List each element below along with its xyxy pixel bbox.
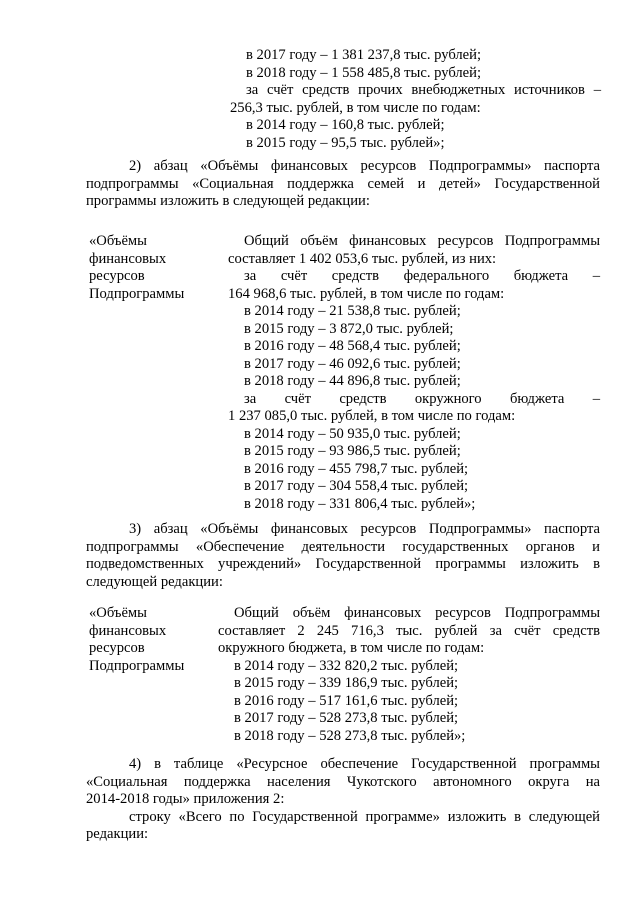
text-line: Общий объём финансовых ресурсов Подпрограммы (244, 233, 600, 249)
text-line: в 2015 году – 3 872,0 тыс. рублей; (244, 320, 454, 337)
text-line: в 2018 году – 1 558 485,8 тыс. рублей; (246, 64, 482, 81)
text-line: в 2017 году – 304 558,4 тыс. рублей; (244, 478, 469, 494)
text-line: составляет 2 245 716,3 тыс. рублей за счёт средств (218, 622, 600, 639)
text-line: «Объёмы (89, 233, 147, 249)
text-line: Общий объём финансовых ресурсов Подпрограммы (234, 605, 600, 621)
text-line: окружного бюджета, в том числе по годам: (218, 640, 485, 656)
paragraph-2 (86, 158, 600, 211)
text-line: в 2018 году – 528 273,8 тыс. рублей»; (234, 727, 466, 744)
text-line: в 2016 году – 517 161,6 тыс. рублей; (234, 692, 459, 709)
text-line: подпрограммы «Обеспечение деятельности государственных органов и (86, 538, 600, 555)
text-line: в 2017 году – 528 273,8 тыс. рублей; (234, 710, 459, 726)
text-line: в 2014 году – 160,8 тыс. рублей; (246, 117, 445, 133)
text-line: в 2014 году – 332 820,2 тыс. рублей; (234, 657, 459, 674)
table-label-cell (89, 605, 219, 675)
text-line: 4) в таблице «Ресурсное обеспечение Государственной программы (129, 756, 600, 772)
text-line: «Социальная поддержка населения Чукотского автономного округа на (86, 773, 600, 790)
text-line: 2) абзац «Объёмы финансовых ресурсов Подпрограммы» паспорта (129, 158, 600, 174)
table-value-cell (228, 233, 600, 513)
text-line: «Объёмы (89, 605, 147, 621)
text-line: следующей редакции: (86, 573, 223, 590)
text-line: в 2017 году – 46 092,6 тыс. рублей; (244, 355, 461, 372)
table-value-cell (218, 605, 600, 745)
text-line: в 2015 году – 339 186,9 тыс. рублей; (234, 675, 459, 691)
text-line: ресурсов (89, 268, 145, 284)
text-line: за счёт средств федерального бюджета – (244, 268, 600, 284)
text-line: за счёт средств прочих внебюджетных источников – (246, 82, 601, 98)
text-line: в 2016 году – 455 798,7 тыс. рублей; (244, 460, 469, 477)
text-line: редакции: (86, 826, 149, 842)
table-label-cell (89, 233, 219, 303)
text-line: подпрограммы «Социальная поддержка семей и детей» Государственной (86, 175, 600, 192)
paragraph-3 (86, 521, 600, 591)
text-line: в 2014 году – 21 538,8 тыс. рублей; (244, 303, 461, 319)
text-line: в 2015 году – 95,5 тыс. рублей»; (246, 134, 445, 151)
text-line: 3) абзац «Объёмы финансовых ресурсов Подпрограммы» паспорта (129, 521, 600, 537)
text-line: за счёт средств окружного бюджета – (244, 390, 600, 407)
text-line: составляет 1 402 053,6 тыс. рублей, из них: (228, 250, 497, 267)
text-line: Подпрограммы (89, 657, 185, 674)
funding-continuation-block (230, 47, 601, 152)
text-line: в 2017 году – 1 381 237,8 тыс. рублей; (246, 47, 482, 63)
text-line: строку «Всего по Государственной программе» изложить в следующей (129, 808, 600, 825)
funding-table-subprogram-families (86, 233, 600, 515)
text-line: Подпрограммы (89, 285, 185, 302)
funding-table-subprogram-agencies (86, 605, 600, 747)
text-line: подведомственных учреждений» Государственной программы изложить в (86, 556, 600, 572)
text-line: 256,3 тыс. рублей, в том числе по годам: (230, 99, 481, 116)
text-line: в 2018 году – 44 896,8 тыс. рублей; (244, 373, 461, 389)
text-line: финансовых (89, 250, 167, 267)
paragraph-4 (86, 756, 600, 844)
text-line: 1 237 085,0 тыс. рублей, в том числе по годам: (228, 408, 516, 424)
text-line: финансовых (89, 622, 167, 639)
text-line: в 2016 году – 48 568,4 тыс. рублей; (244, 338, 461, 354)
text-line: программы изложить в следующей редакции: (86, 193, 370, 209)
text-line: в 2015 году – 93 986,5 тыс. рублей; (244, 443, 461, 459)
text-line: 2014-2018 годы» приложения 2: (86, 791, 285, 807)
text-line: в 2014 году – 50 935,0 тыс. рублей; (244, 425, 461, 442)
text-line: 164 968,6 тыс. рублей, в том числе по годам: (228, 285, 505, 302)
text-line: ресурсов (89, 640, 145, 656)
text-line: в 2018 году – 331 806,4 тыс. рублей»; (244, 495, 476, 512)
